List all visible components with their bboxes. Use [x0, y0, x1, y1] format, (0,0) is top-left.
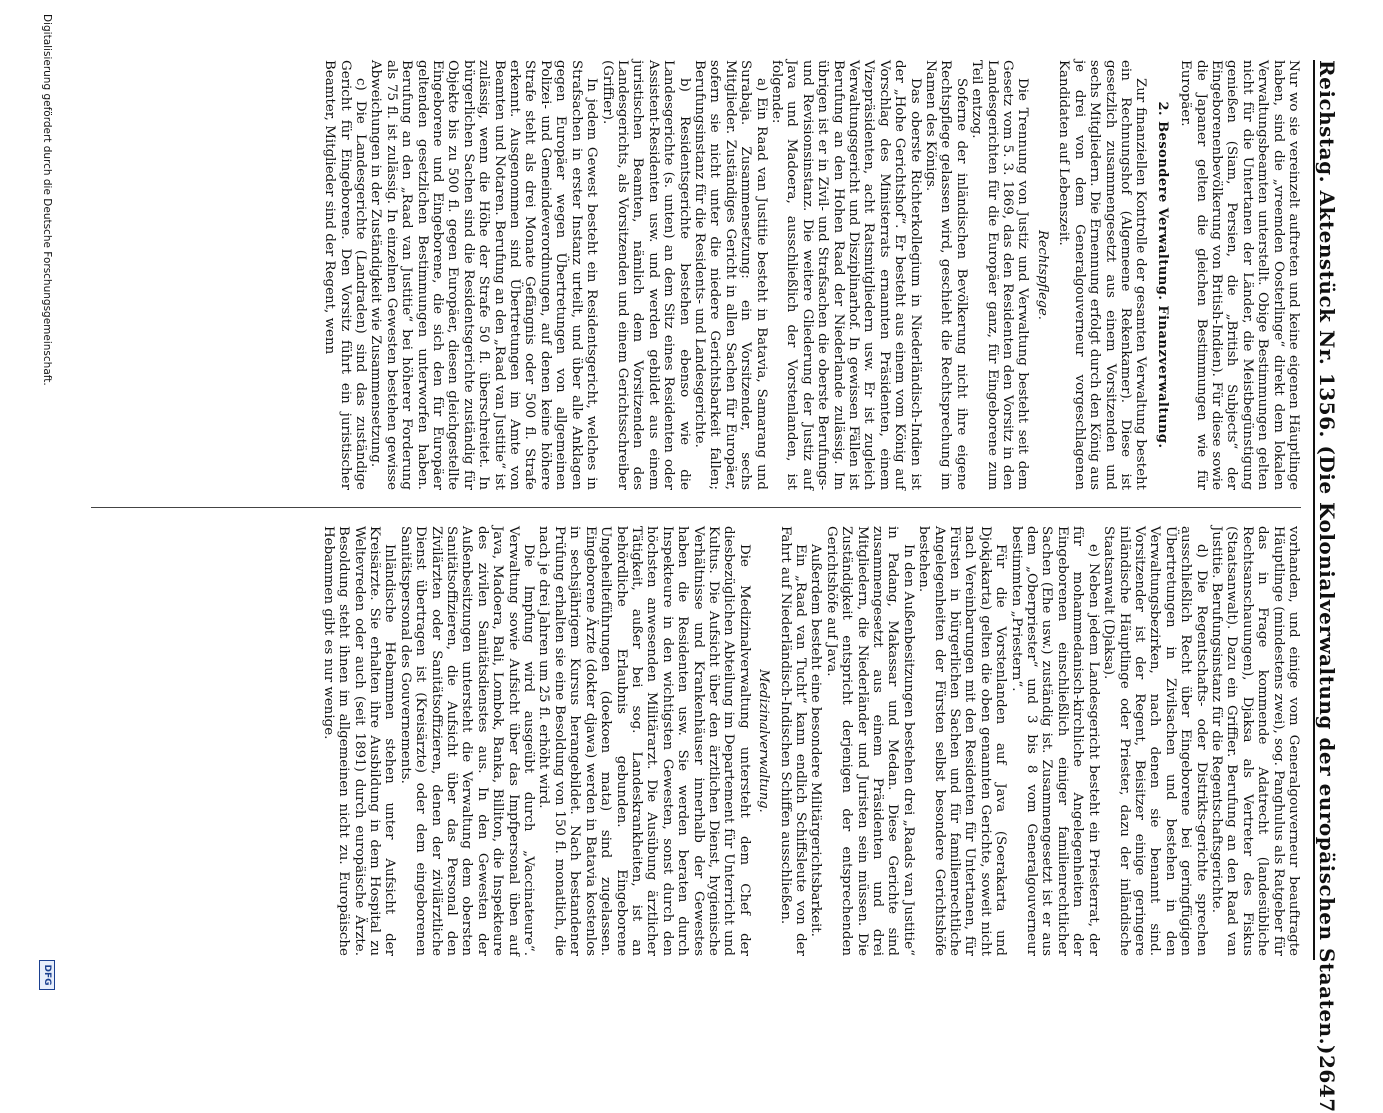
- paragraph: vorhanden, und einige vom Generalgouverneur beauftragte Häuptlinge (mindestens zwei), sog. Panghulus als Ratgeber für das in Frage kommende Adatrecht (landesübliche Rechtsanschauungen), Djaksa als Vertreter des Fiskus (Staatsanwalt). Dazu ein Griffier. Berufung an den Raad van Justitie. Berufungsinstanz für die Regentschaftsgerichte.: [1208, 526, 1301, 956]
- paragraph: Außerdem besteht eine besondere Militärgerichtsbarkeit.: [808, 544, 824, 937]
- paragraph: d) Die Regentschafts- oder Distrikts-gerichte sprechen ausschließlich Recht über Eingeborene bei geringfügigen Übertretungen in Zivilsachen und bestehen in den Verwaltungsbezirken, nach denen sie benannt sind. Vorsitzender ist der Regent, Beisitzer einige geringere inländische Häuptlinge oder Priester, dazu der inländische Staatsanwalt (Djaksa).: [1101, 526, 1209, 956]
- paragraph: b) Residentsgerichte bestehen ebenso wie die Landesgerichte (s. unten) an dem Sitz eines Residenten oder Assistent-Residenten usw. und werden gebildet aus einem juristischen Beamten, nämlich dem Vorsitzenden des Landesgerichts, als Vorsitzenden und einem Gerichtsschreiber (Griffier).: [599, 60, 692, 490]
- text-column-right: [91, 526, 1301, 956]
- digitization-footer: [33, 0, 53, 1000]
- paragraph: Ein „Raad van Tucht“ kann endlich Schiffsleute von der Fahrt auf Niederländisch-Indischen Schiffen ausschließen.: [777, 526, 808, 956]
- section-heading: 2. Besondere Verwaltung. Finanzverwaltung.: [1154, 101, 1170, 449]
- header-title: Reichstag. Aktenstück Nr. 1356. (Die Kolonialverwaltung der europäischen Staaten.): [1315, 60, 1339, 1056]
- paragraph: Die Impfung wird ausgeübt durch „Vaccinateure“. Verwaltung sowie Aufsicht über das Impfpersonal üben auf Java, Madoera, Bali, Lombok, Banka, Billiton, die Inspekteure des zivilen Sanitätsdienstes aus. In den Gewesten der Außenbesitzungen untersteht die Verwaltung dem obersten Sanitätsoffizieren, die Aufsicht über das Personal den Zivilärzten oder Sanitätsoffizieren, denen der zivilärztliche Dienst übertragen ist (Kreisärzte) oder dem eingeborenen Sanitätspersonal des Gouvernements.: [397, 526, 537, 956]
- funding-note: Digitalisierung gefördert durch die Deutsche Forschungsgemeinschaft.: [41, 14, 53, 386]
- paragraph: Das oberste Richterkollegium in Niederländisch-Indien ist der „Hohe Gerichtshof“. Er besteht aus einem vom König auf Vorschlag des Ministerrats ernannten Präsidenten, einem Vizepräsidenten, acht Ratsmitgliedern usw. Er ist zugleich Verwaltungsgericht und Disziplinarhof. In gewissen Fällen ist Berufung an den Hohen Raad der Niederlande zulässig. Im übrigen ist er in Zivil- und Strafsachen die oberste Berufungs- und Revisionsinstanz. Die weitere Gliederung der Justiz auf Java und Madoera, ausschließlich der Vorstenlanden, ist folgende:: [769, 60, 923, 490]
- paragraph: Die Medizinalverwaltung untersteht dem Chef der diesbezüglichen Abteilung im Departement für Unterricht und Kultus. Die Aufsicht über den ärztlichen Dienst, hygienische Verhältnisse und Krankenhäuser innerhalb der Gewestes haben die Residenten usw. Sie werden beraten durch Inspekteure in den wichtigsten Gewesten, sonst durch den höchsten anwesenden Militärarzt. Die Ausübung ärztlicher Tätigkeit, außer bei sog. Landeskrankheiten, ist an behördliche Erlaubnis gebunden. Eingeborene Ungeheilteführungen (doekoen mata) sind zugelassen. Eingeborene Ärzte (dokter djawa) werden in Batavia kostenlos in sechsjährigem Kursus herangebildet. Nach bestandener Prüfung erhalten sie eine Besoldung von 150 fl. monatlich, die nach je drei Jahren um 25 fl. erhöht wird.: [536, 526, 752, 956]
- paragraph: Zur finanziellen Kontrolle der gesamten Verwaltung besteht ein Rechnungshof (Algemeene Rekenkamer). Diese ist gesetzlich zusammengesetzt aus einem Vorsitzenden und sechs Mitgliedern. Die Ernennung erfolgt durch den König aus je drei von dem Generalgouverneur vorgeschlagenen Kandidaten auf Lebenszeit.: [1056, 60, 1149, 490]
- page-number: 2647: [1315, 1055, 1339, 1113]
- paragraph: c) Die Landesgerichte (Landraden) sind das zuständige Gericht für Eingeborene. Den Vorsitz führt ein juristischer Beamter, Mitglieder sind der Regent, wenn: [322, 60, 369, 490]
- paragraph: Für die Vorstenlanden auf Java (Soerakarta und Djokjakarta) gelten die oben genannten Gerichte, soweit nicht nach Vereinbarungen mit den Residenten für Untertanen, für Fürsten in bürgerlichen Sachen und für familienrechtliche Angelegenheiten der Fürsten selbst besondere Gerichtshöfe bestehen.: [916, 526, 1009, 956]
- dfg-logo-icon: DFG: [39, 960, 55, 990]
- paragraph: Nur wo sie vereinzelt auftreten und keine eigenen Häuptlinge haben, sind die „vreemden Oosterlinge“ direkt dem lokalen Verwaltungsbeamten unterstellt. Obige Bestimmungen gelten nicht für die Untertanen der Länder, die Meistbegünstigung genießen (Siam, Persien, die „British Subjects“ der Eingeborenenbevölkerung von British-Indien). Für diese sowie die Japaner gelten die gleichen Bestimmungen wie für Europäer.: [1178, 60, 1301, 490]
- section-heading: Rechtspflege.: [1034, 230, 1050, 320]
- running-header: [1313, 60, 1349, 1113]
- paragraph: Inländische Hebammen stehen unter Aufsicht der Kreisärzte. Sie erhalten ihre Ausbildung in dem Hospital zu Weltevreden oder auch (seit 1891) durch europäische Ärzte. Besoldung steht ihnen im allgemeinen nicht zu. Europäische Hebammen gibt es nur wenige.: [320, 526, 398, 956]
- paragraph: e) Neben jedem Landesgericht besteht ein Priesterrat, der für mohammedanisch-kirchliche Angelegenheiten der Eingeborenen einschließlich einiger familienrechtlicher Sachen (Ehe usw.) zuständig ist. Zusammengesetzt ist er aus dem „Oberpriester“ und 3 bis 8 vom Generalgouverneur bestimmten „Priestern“.: [1008, 526, 1101, 956]
- paragraph: In jedem Gewest besteht ein Residentsgericht, welches in Strafsachen in erster Instanz urteilt, und über alle Anklagen gegen Europäer wegen Übertretungen von allgemeinen Polizei- und Gemeindeverordnungen, auf denen keine höhere Strafe steht als drei Monate Gefängnis oder 500 fl. Strafe erkennt. Ausgenommen sind Übertretungen im Amte von Beamten und Notaren. Berufung an den „Raad van Justitie“ ist zulässig, wenn die Höhe der Strafe 50 fl. überschreitet. In bürgerlichen Sachen sind die Residentsgerichte zuständig für Objekte bis zu 500 fl. gegen Europäer, diesen gleichgestellte Eingeborene und Eingeborene, die sich den für Europäer geltenden gesetzlichen Bestimmungen unterworfen haben. Berufung an den „Raad van Justitie“ bei höherer Forderung als 75 fl. ist zulässig. In einzelnen Gewesten bestehen gewisse Abweichungen in der Zuständigkeit wie Zusammensetzung.: [368, 60, 600, 490]
- section-heading: Medizinalverwaltung.: [756, 669, 772, 813]
- paragraph: In den Außenbesitzungen bestehen drei „Raads van Justitie“ in Padang, Makassar und Medan. Diese Gerichte sind zusammengesetzt aus einem Präsidenten und drei Mitgliedern, die Niederländer und Juristen sein müssen. Die Zuständigkeit entspricht derjenigen der entsprechenden Gerichtshöfe auf Java.: [823, 526, 916, 956]
- paragraph: Soferne der inländischen Bevölkerung nicht ihre eigene Rechtspflege gelassen wird, geschieht die Rechtsprechung im Namen des Königs.: [923, 60, 969, 490]
- paragraph: Die Trennung von Justiz und Verwaltung besteht seit dem Gesetz vom 5. 3. 1869, das den Residenten den Vorsitz in den Landesgerichten für die Europäer ganz, für Eingeborene zum Teil entzog.: [969, 60, 1031, 490]
- text-column-left: [91, 60, 1301, 490]
- paragraph: a) Ein Raad van Justitie besteht in Batavia, Samarang und Surabaja. Zusammensetzung: ein Vorsitzender, sechs Mitglieder. Zuständiges Gericht in allen Sachen für Europäer, sofern sie nicht unter die niedere Gerichtsbarkeit fallen; Berufungsinstanz für die Residents- und Landesgerichte.: [691, 60, 769, 490]
- column-divider: [91, 507, 1301, 508]
